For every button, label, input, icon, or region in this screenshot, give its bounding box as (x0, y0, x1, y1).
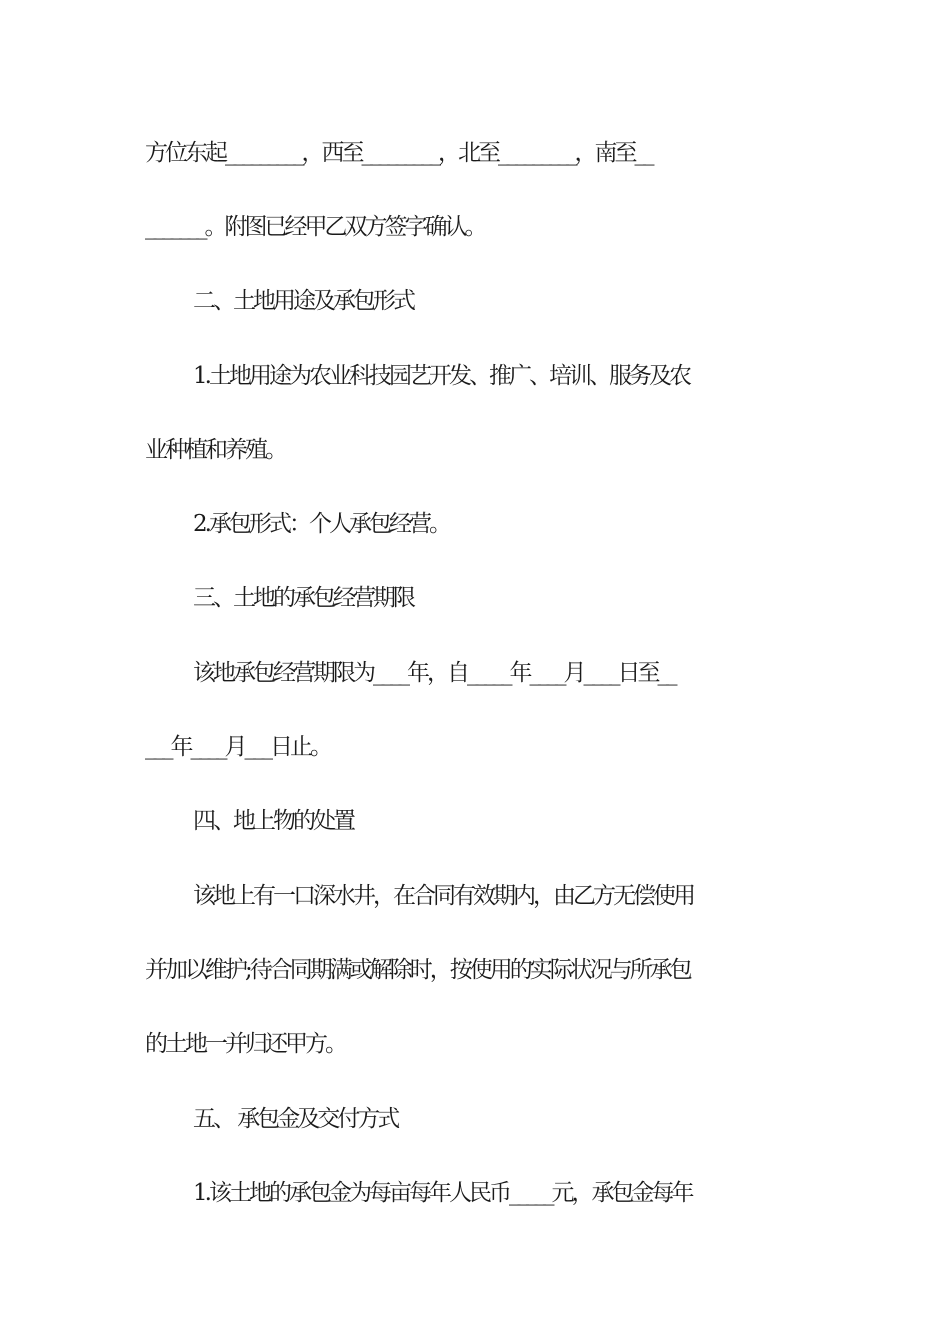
paragraph-line: ___年____月___日止。 (145, 734, 330, 760)
paragraph-line: 方位东起_________，西至_________，北至_________，南至__ (145, 140, 652, 166)
paragraph-line: 并加以维护;待合同期满或解除时，按使用的实际状况与所承包 (145, 957, 690, 983)
section-heading: 三、土地的承包经营期限 (193, 585, 413, 611)
section-heading: 四、地上物的处置 (193, 808, 353, 834)
section-heading: 五、 承包金及交付方式 (193, 1106, 398, 1132)
paragraph-line: 1.该土地的承包金为每亩每年人民币_____元，承包金每年 (193, 1180, 692, 1206)
paragraph-line: 的土地一并归还甲方。 (145, 1031, 345, 1057)
paragraph-line: 2.承包形式：个人承包经营。 (193, 511, 449, 537)
paragraph-line: 业种植和养殖。 (145, 437, 285, 463)
paragraph-line: 该地上有一口深水井，在合同有效期内，由乙方无偿使用 (193, 883, 693, 909)
paragraph-line: 该地承包经营期限为____年，自_____年____月____日至__ (193, 660, 675, 686)
paragraph-line: 1.土地用途为农业科技园艺开发、推广、培训、服务及农 (193, 363, 689, 389)
paragraph-line: _______。附图已经甲乙双方签字确认。 (145, 214, 485, 240)
section-heading: 二、土地用途及承包形式 (193, 288, 413, 314)
